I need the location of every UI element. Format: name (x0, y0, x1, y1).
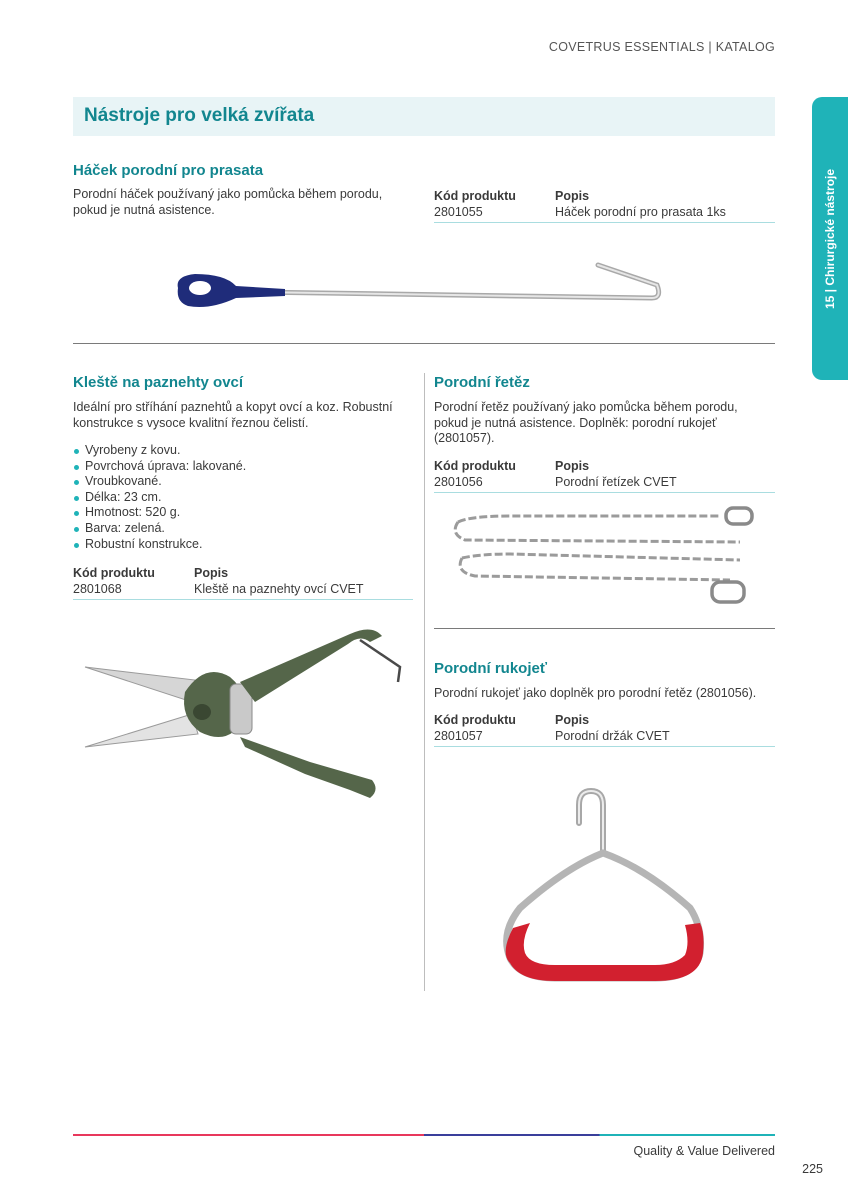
table-header-desc: Popis (555, 459, 590, 473)
footer-tagline: Quality & Value Delivered (633, 1144, 775, 1158)
product-code: 2801055 (434, 205, 483, 219)
chapter-tab-label: 15 | Chirurgické nástroje (823, 168, 837, 309)
product-desc-shears: Ideální pro stříhání paznehtů a kopyt ovcí a koz. Robustní konstrukce s vysoce kvalitní řeznou čelistí. (73, 400, 393, 430)
table-rule (434, 492, 775, 493)
feature-item: Hmotnost: 520 g. (73, 505, 246, 521)
catalog-header: COVETRUS ESSENTIALS | KATALOG (548, 40, 775, 54)
feature-item: Povrchová úprava: lakované. (73, 459, 246, 475)
page-title: Nástroje pro velká zvířata (84, 105, 315, 126)
table-header-code: Kód produktu (73, 566, 155, 580)
feature-item: Délka: 23 cm. (73, 490, 246, 506)
product-code: 2801057 (434, 729, 483, 743)
product-title-chain: Porodní řetěz (434, 374, 530, 391)
table-rule (434, 746, 775, 747)
feature-item: Vyrobeny z kovu. (73, 443, 246, 459)
shears-image (80, 622, 400, 802)
section-divider (73, 343, 775, 344)
obstetric-handle-image (495, 783, 715, 991)
feature-item: Barva: zelená. (73, 521, 246, 537)
table-rule (73, 599, 413, 600)
chapter-tab[interactable] (812, 97, 848, 380)
feature-item: Robustní konstrukce. (73, 537, 246, 553)
table-header-desc: Popis (194, 566, 229, 580)
product-table-handle (434, 713, 775, 745)
feature-list (73, 443, 246, 552)
page-title-band (73, 97, 775, 136)
product-table-shears (73, 566, 413, 598)
column-divider (424, 373, 425, 991)
product-code: 2801056 (434, 475, 483, 489)
table-header-code: Kód produktu (434, 713, 516, 727)
table-rule (434, 222, 775, 223)
table-header-code: Kód produktu (434, 189, 516, 203)
hook-image (170, 258, 665, 310)
chain-image (450, 502, 765, 610)
product-desc-handle: Porodní rukojeť jako doplněk pro porodní řetěz (2801056). (434, 686, 757, 700)
table-header-code: Kód produktu (434, 459, 516, 473)
product-title-handle: Porodní rukojeť (434, 660, 548, 677)
product-code: 2801068 (73, 582, 122, 596)
footer-color-bar (73, 1134, 775, 1136)
product-table-chain (434, 459, 775, 491)
product-title-shears: Kleště na paznehty ovcí (73, 374, 244, 391)
table-header-desc: Popis (555, 189, 590, 203)
product-name: Porodní držák CVET (555, 729, 670, 743)
feature-item: Vroubkované. (73, 474, 246, 490)
chain-divider (434, 628, 775, 629)
product-name: Porodní řetízek CVET (555, 475, 677, 489)
product-name: Kleště na paznehty ovcí CVET (194, 582, 364, 596)
product-title-hook: Háček porodní pro prasata (73, 162, 264, 179)
table-header-desc: Popis (555, 713, 590, 727)
product-desc-hook: Porodní háček používaný jako pomůcka během porodu, pokud je nutná asistence. (73, 187, 383, 217)
page-number: 225 (802, 1162, 823, 1176)
product-name: Háček porodní pro prasata 1ks (555, 205, 726, 219)
product-table-hook (434, 189, 775, 221)
product-desc-chain: Porodní řetěz používaný jako pomůcka během porodu, pokud je nutná asistence. Doplněk: porodní rukojeť (2801057). (434, 400, 738, 445)
